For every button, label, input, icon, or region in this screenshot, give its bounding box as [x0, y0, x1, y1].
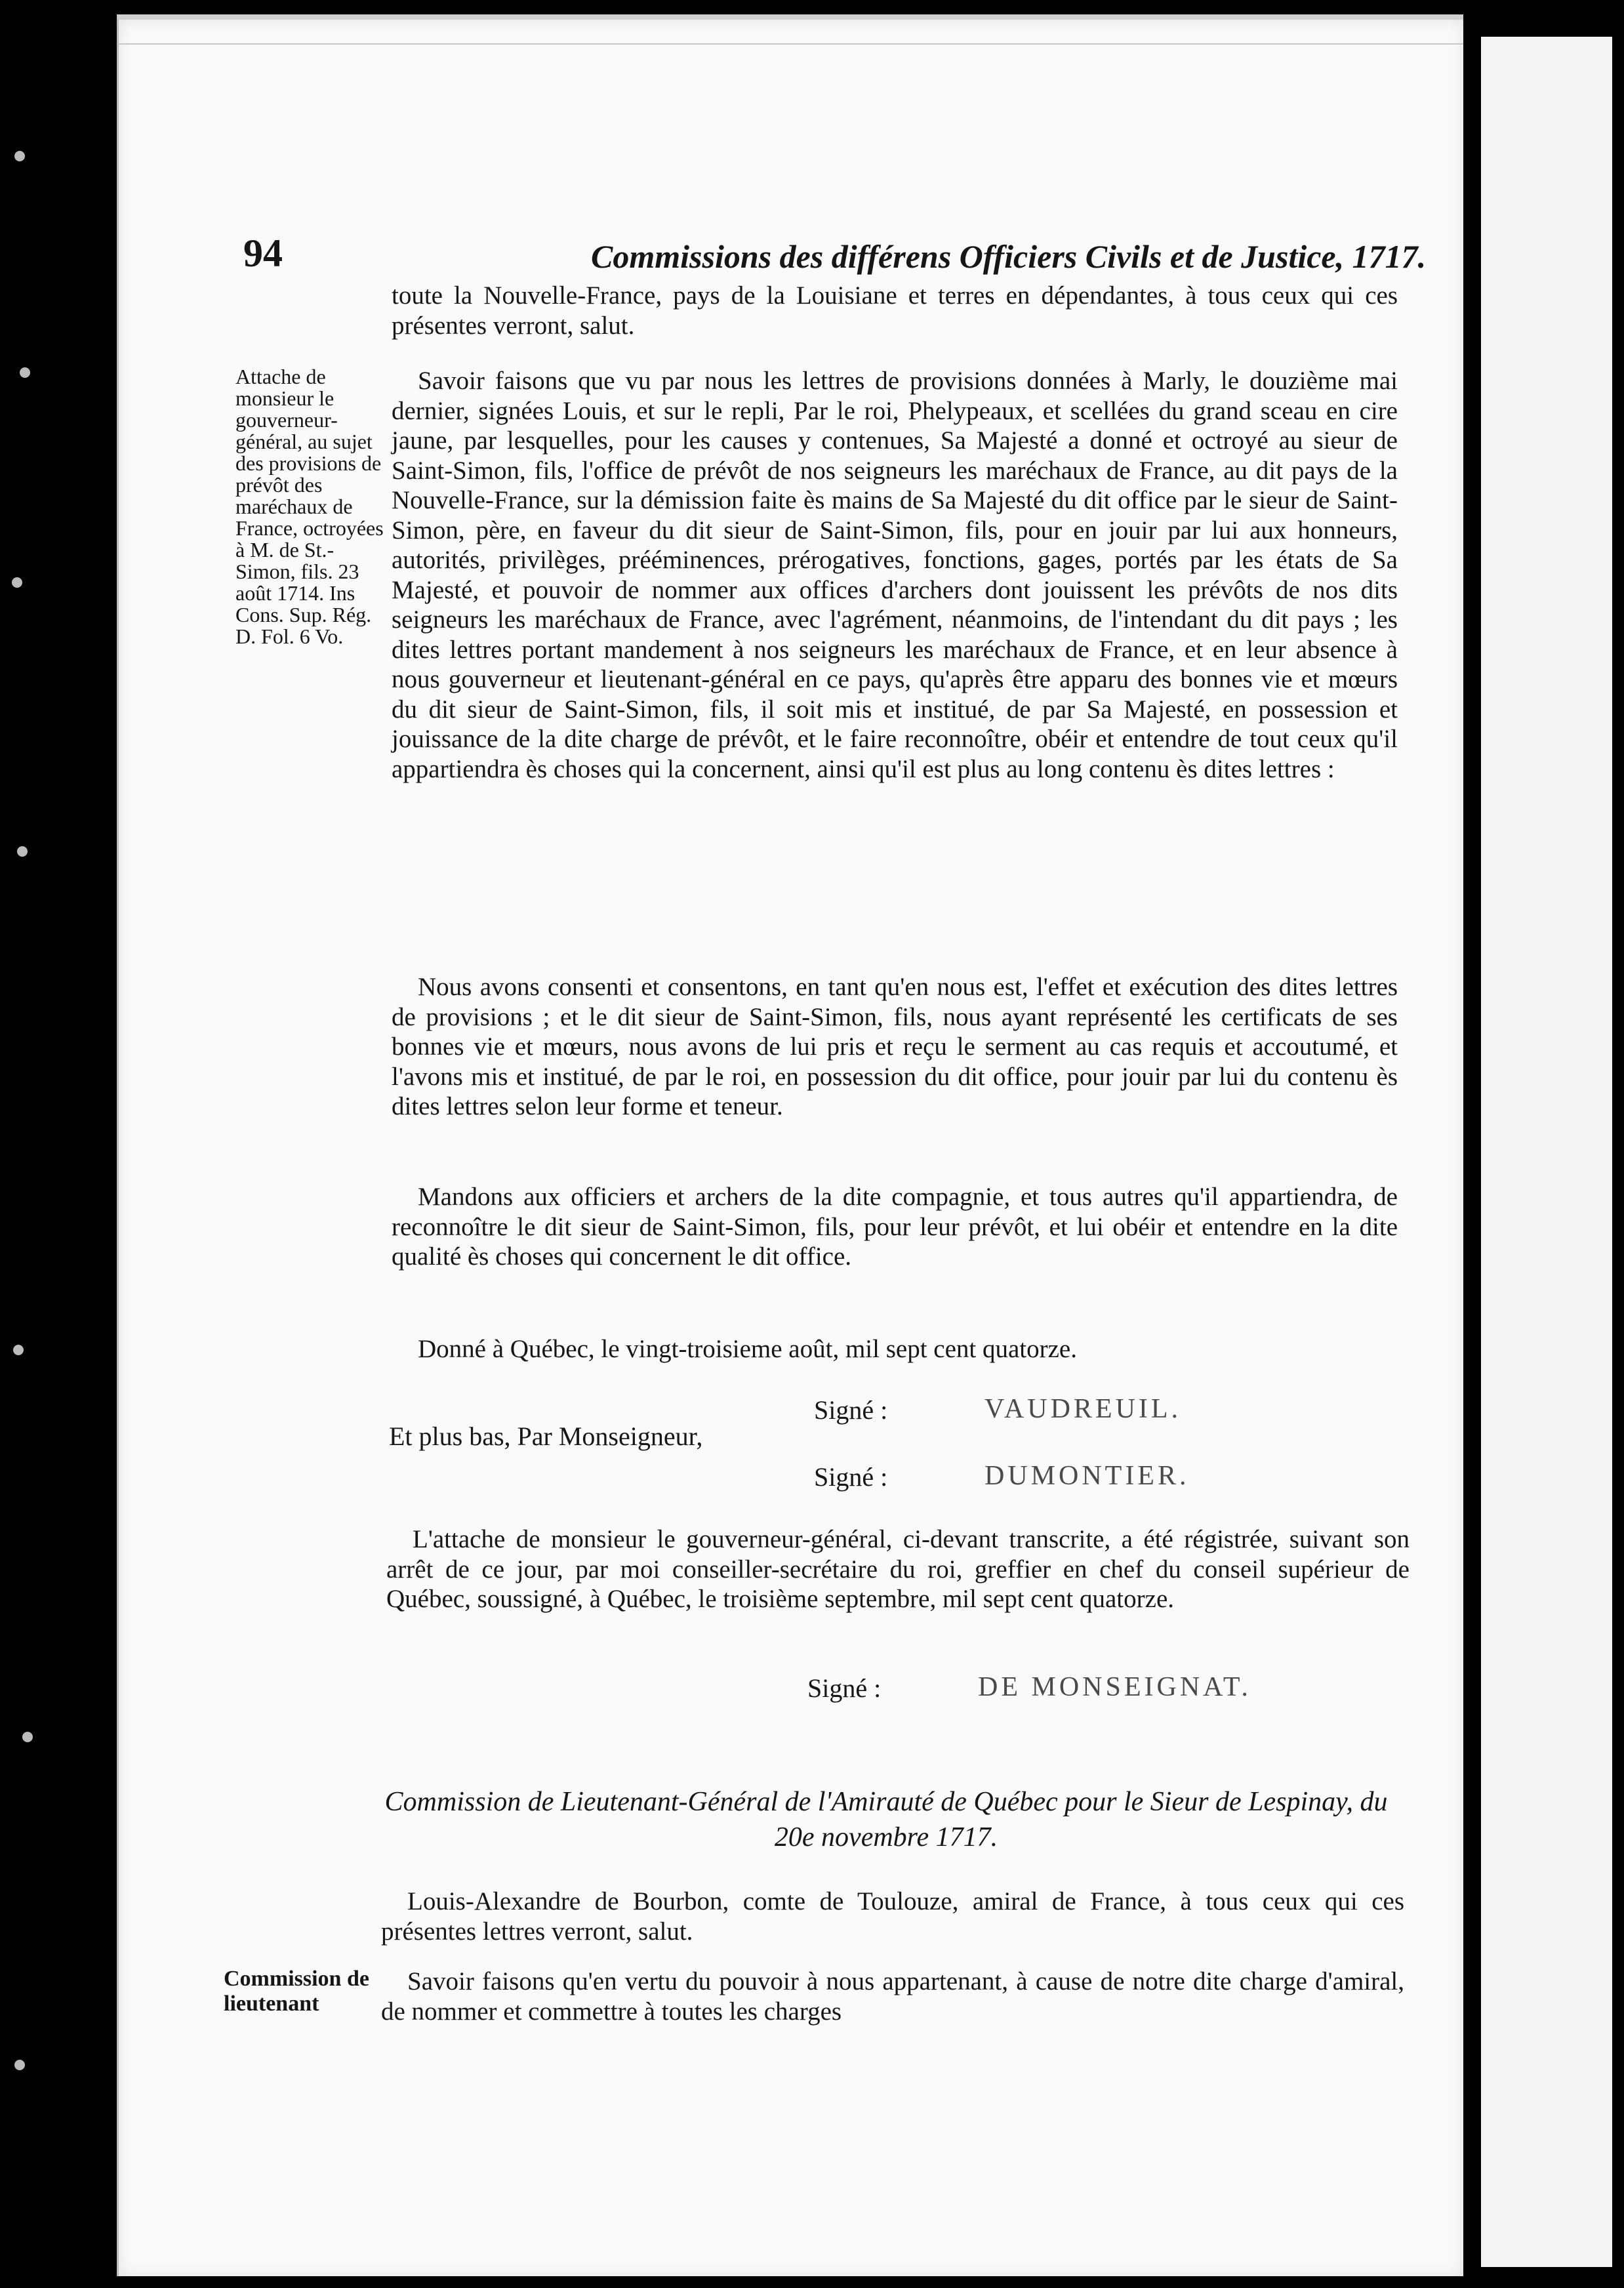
running-title: Commissions des différens Officiers Civils et de Justice, 1717. [591, 238, 1427, 275]
margin-note-commission: Commission de lieutenant [224, 1967, 369, 2016]
consent-block [392, 972, 1398, 1122]
paragraph-louis-alexandre: Louis-Alexandre de Bourbon, comte de Toulouze, amiral de France, à tous ceux qui ces présentes lettres verront, salut. [381, 1887, 1404, 1946]
document-page [117, 14, 1463, 2276]
signer-vaudreuil: VAUDREUIL. [985, 1394, 1182, 1424]
mandate-block [392, 1182, 1398, 1272]
margin-note-attache: Attache de monsieur le gouverneur-général, au sujet des provisions de prévôt des maréchaux de France, octroyées à M. de St.-Simon, fils. 23 août 1714. Ins Cons. Sup. Rég. D. Fol. 6 Vo. [235, 365, 384, 648]
paragraph-savoir-faisons-2: Savoir faisons qu'en vertu du pouvoir à nous appartenant, à cause de notre dite charge d'amiral, de nommer et commettre à toutes les charges [381, 1967, 1404, 2026]
adjacent-page-edge [1481, 37, 1612, 2267]
et-plus-bas: Et plus bas, Par Monseigneur, [389, 1421, 703, 1451]
binding-edge [0, 0, 39, 2288]
opening-continuation [392, 281, 1398, 340]
page-number: 94 [243, 232, 283, 275]
signer-dumontier: DUMONTIER. [985, 1461, 1190, 1491]
bourbon-block [381, 1887, 1404, 1946]
signed-label-3: Signé : [807, 1673, 882, 1703]
continuation-paragraph: toute la Nouvelle-France, pays de la Louisiane et terres en dépendantes, à tous ceux qui ces présentes verront, salut. [392, 281, 1398, 340]
paragraph-savoir-faisons: Savoir faisons que vu par nous les lettres de provisions données à Marly, le douzième mai dernier, signées Louis, et sur le repli, Par le roi, Phelypeaux, et scellées du grand sceau en cire jaune, par lesquelles, pour les causes y contenues, Sa Majesté a donné et octroyé au sieur de Saint-Simon, fils, l'office de prévôt de nos seigneurs les maréchaux de France, au dit pays de la Nouvelle-France, sur la démission faite ès mains de Sa Majesté du dit office par le sieur de Saint-Simon, père, en faveur du dit sieur de Saint-Simon, fils, pour en jouir par lui aux honneurs, autorités, privilèges, prééminences, prérogatives, fonctions, gages, portés par les états de Sa Majesté, et pouvoir de nommer aux offices d'archers dont jouissent les prévôts de nos dits seigneurs les maréchaux de France, avec l'agrément, néanmoins, de l'intendant du dit pays ; les dites lettres portant mandement à nos seigneurs les maréchaux de France, et en leur absence à nous gouverneur et lieutenant-général en ce pays, qu'après être apparu des bonnes vie et mœurs du dit sieur de Saint-Simon, fils, il soit mis et institué, de par Sa Majesté, en possession et jouissance de la dite charge de prévôt, et le faire reconnoître, obéir et entendre de tout ceux qu'il appartiendra ès choses qui la concernent, ainsi qu'il est plus au long contenu ès dites lettres : [392, 367, 1398, 783]
signer-de-monseignat: DE MONSEIGNAT. [978, 1672, 1251, 1702]
running-head [243, 223, 1427, 276]
signed-label-1: Signé : [814, 1395, 888, 1425]
paragraph-donne: Donné à Québec, le vingt-troisieme août, mil sept cent quatorze. [418, 1335, 1077, 1363]
section-heading-amiraute: Commission de Lieutenant-Général de l'Amirauté de Québec pour le Sieur de Lespinay, du 20e novembre 1717. [384, 1787, 1388, 1852]
paragraph-mandons: Mandons aux officiers et archers de la dite compagnie, et tous autres qu'il appartiendra, de reconnoître le dit sieur de Saint-Simon, fils, pour leur prévôt, et lui obéir et entendre en la dite qualité ès choses qui concernent le dit office. [392, 1183, 1398, 1271]
date-block [392, 1334, 1398, 1364]
registration-block [386, 1524, 1410, 1614]
paragraph-nous-avons: Nous avons consenti et consentons, en tant qu'en nous est, l'effet et exécution des dites lettres de provisions ; et le dit sieur de Saint-Simon, fils, nous ayant représenté les certificats de ses bonnes vie et mœurs, nous avons de lui pris et reçu le serment au cas requis et accoutumé, et l'avons mis et institué, de par le roi, en possession du dit office, pour jouir par lui du contenu ès dites lettres selon leur forme et teneur. [392, 973, 1398, 1120]
attache-body [392, 366, 1398, 784]
savoir-block-2 [381, 1967, 1404, 2026]
signed-label-2: Signé : [814, 1462, 888, 1492]
paragraph-attache-registree: L'attache de monsieur le gouverneur-général, ci-devant transcrite, a été régistrée, suivant son arrêt de ce jour, par moi conseiller-secrétaire du roi, greffier en chef du conseil supérieur de Québec, soussigné, à Québec, le troisième septembre, mil sept cent quatorze. [386, 1525, 1410, 1613]
